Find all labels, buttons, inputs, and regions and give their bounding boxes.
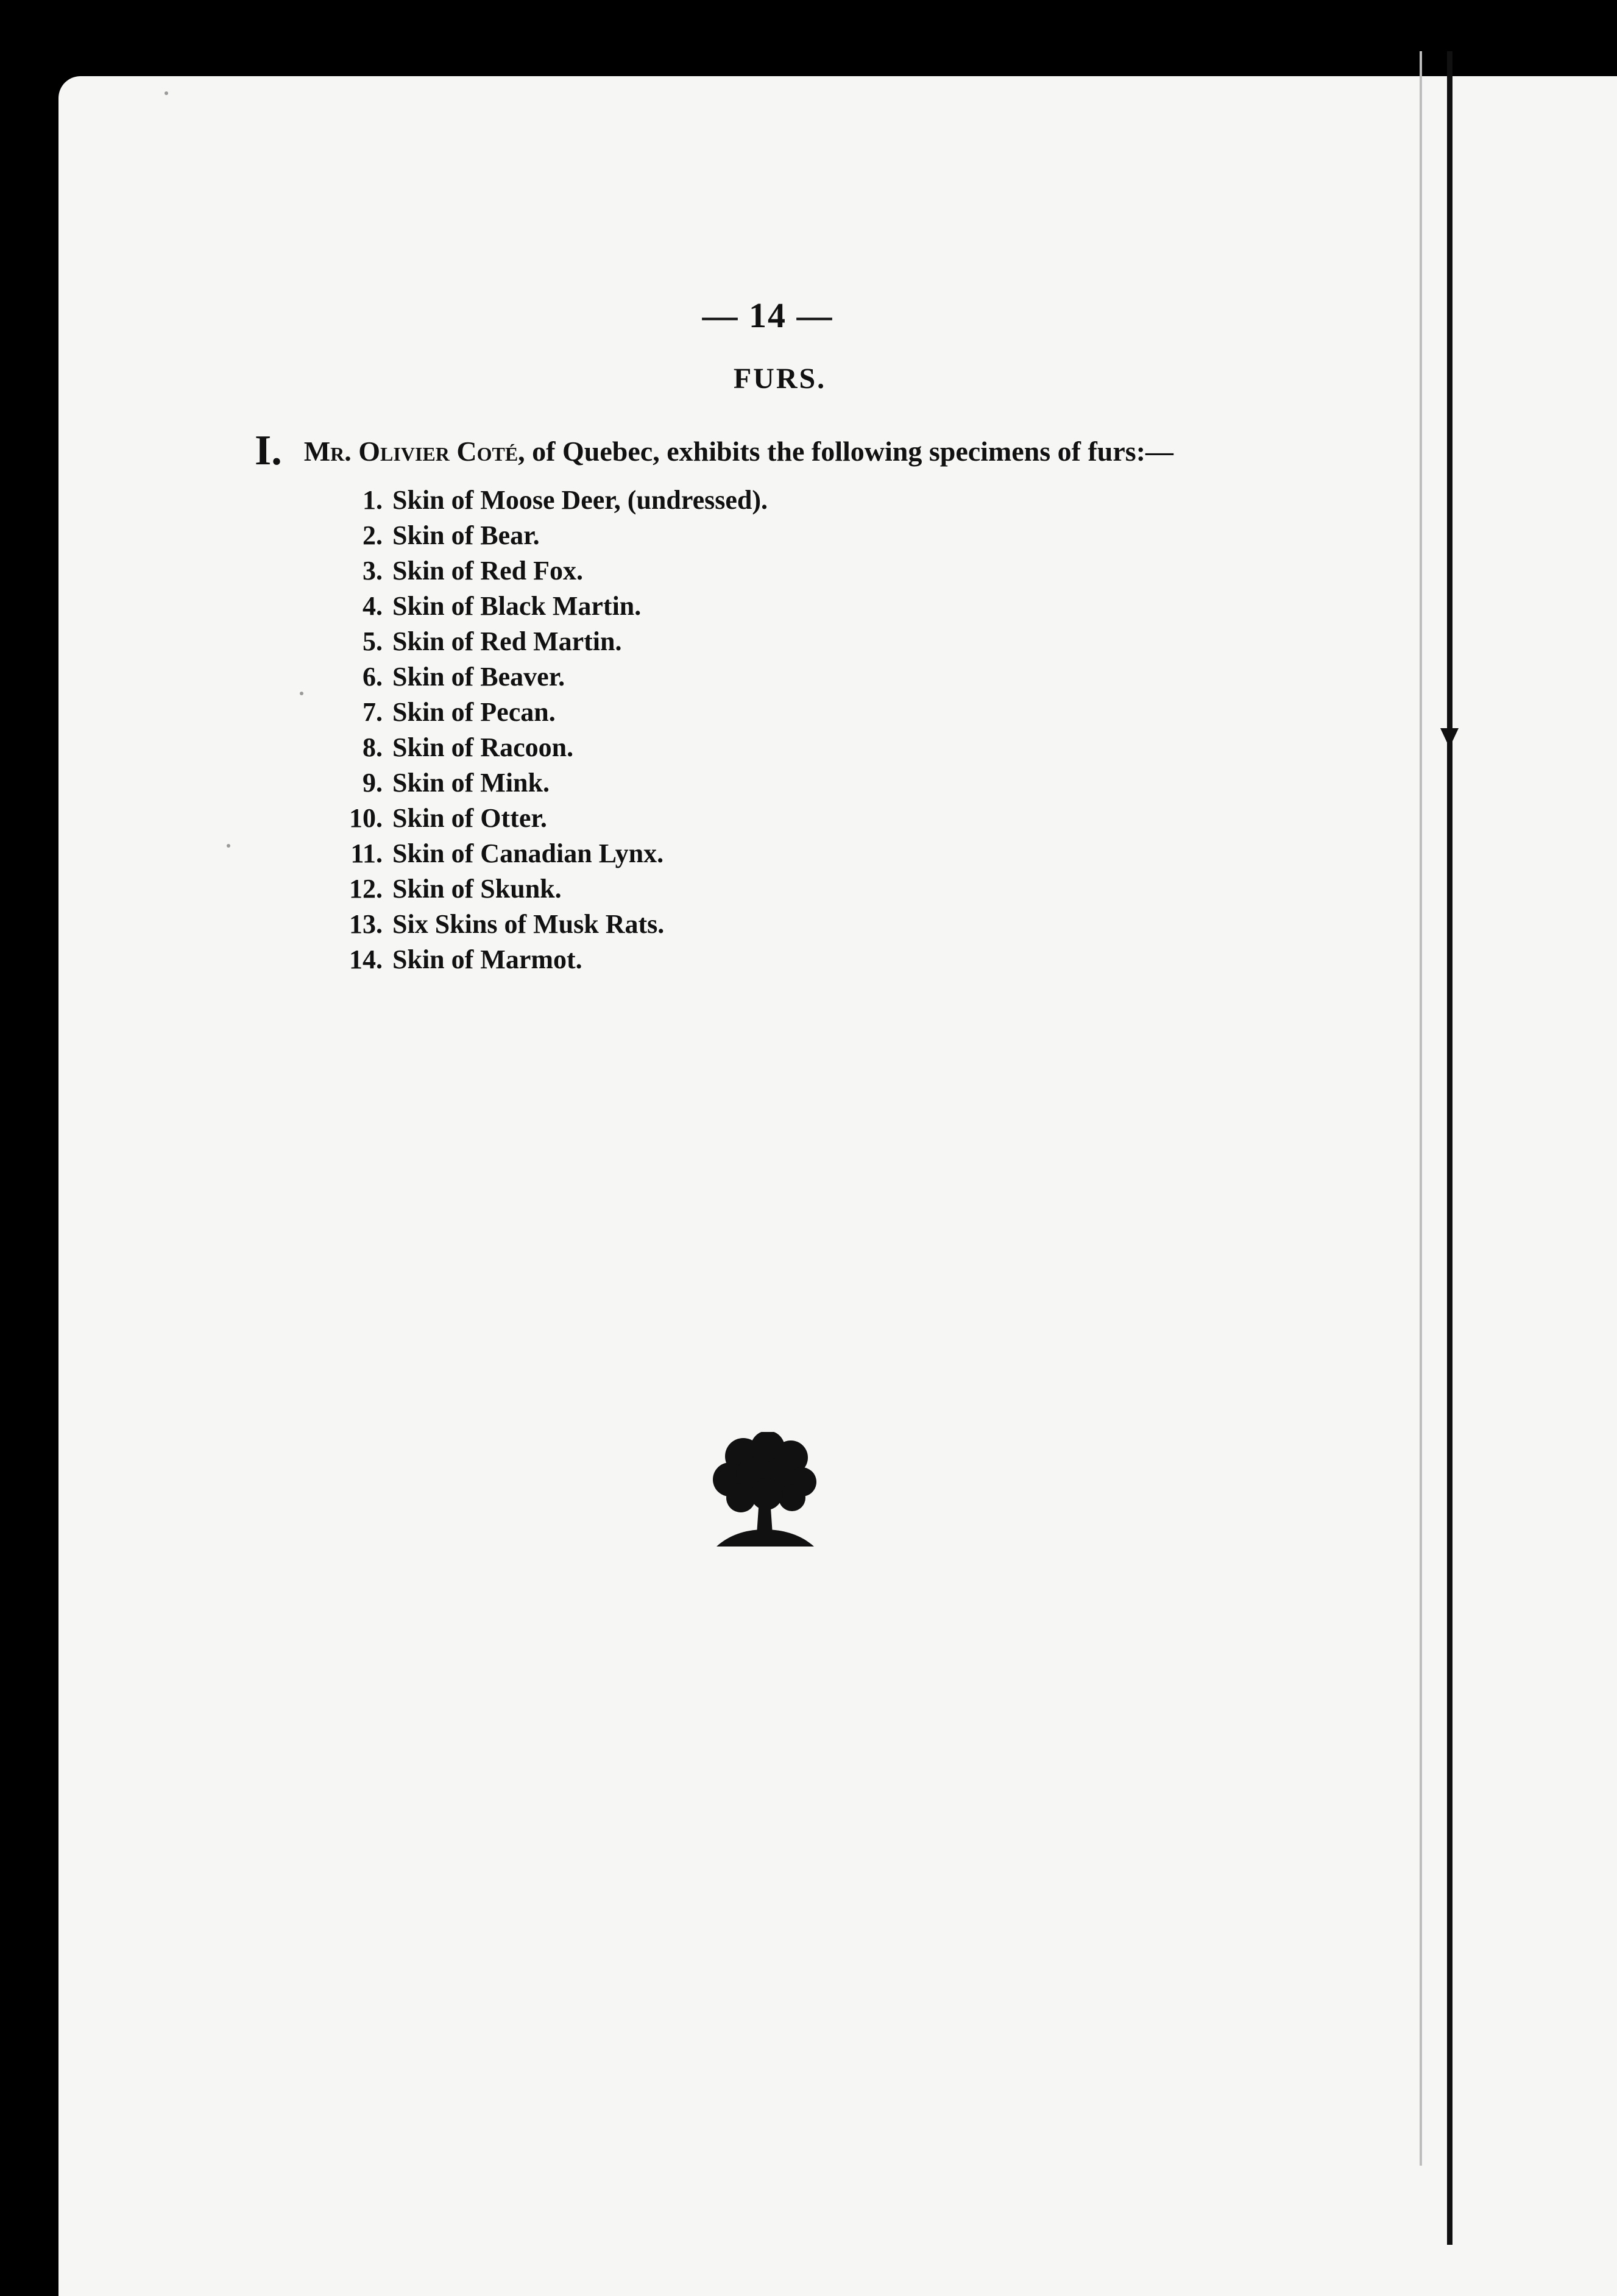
list-item: [341, 871, 768, 907]
list-item: [341, 624, 768, 659]
item-text: Skin of Canadian Lynx.: [392, 838, 664, 868]
exhibitor-name: Olivier Coté,: [358, 436, 525, 467]
list-item: [341, 553, 768, 589]
page-sheet: [58, 76, 1617, 2296]
item-number: 8.: [363, 732, 383, 762]
list-item: [341, 659, 768, 695]
list-item: [341, 730, 768, 765]
item-number: 9.: [363, 768, 383, 798]
binding-notch: [1440, 728, 1459, 748]
item-number: 1.: [363, 485, 383, 515]
item-text: Skin of Mink.: [392, 768, 550, 798]
list-item: [341, 695, 768, 730]
item-text: Skin of Marmot.: [392, 944, 582, 974]
item-number: 12.: [349, 874, 383, 904]
section-heading: FURS.: [733, 363, 827, 395]
list-item: [341, 518, 768, 553]
item-number: 2.: [363, 520, 383, 550]
tree-ornament-icon: [707, 1432, 823, 1554]
item-number: 3.: [363, 556, 383, 586]
paper-speck: [165, 91, 168, 95]
paper-speck: [227, 844, 230, 848]
item-number: 13.: [349, 909, 383, 939]
item-text: Skin of Red Martin.: [392, 626, 622, 656]
list-item: [341, 765, 768, 801]
page-number: — 14 —: [702, 296, 833, 335]
paper-speck: [300, 692, 303, 695]
item-number: 14.: [349, 944, 383, 974]
item-text: Skin of Skunk.: [392, 874, 562, 904]
item-number: 4.: [363, 591, 383, 621]
list-item: [341, 589, 768, 624]
entry-numeral: I.: [255, 427, 282, 474]
item-text: Skin of Racoon.: [392, 732, 574, 762]
list-item: [341, 801, 768, 836]
item-number: 6.: [363, 662, 383, 692]
item-text: Skin of Moose Deer, (undressed).: [392, 485, 768, 515]
list-item: [341, 942, 768, 977]
item-text: Six Skins of Musk Rats.: [392, 909, 665, 939]
list-item: [341, 483, 768, 518]
fur-list: [341, 483, 768, 977]
item-number: 10.: [349, 803, 383, 833]
item-text: Skin of Red Fox.: [392, 556, 583, 586]
exhibitor-entry: [255, 427, 1290, 475]
item-text: Skin of Pecan.: [392, 697, 556, 727]
entry-title: Mr.: [303, 436, 352, 467]
gutter-line: [1420, 51, 1422, 2166]
item-text: Skin of Bear.: [392, 520, 540, 550]
item-text: Skin of Otter.: [392, 803, 547, 833]
list-item: [341, 836, 768, 871]
item-text: Skin of Beaver.: [392, 662, 565, 692]
item-number: 11.: [350, 838, 383, 868]
binding-spine: [1447, 51, 1452, 2245]
entry-text: of Quebec, exhibits the following specimens of furs:—: [532, 436, 1174, 467]
item-text: Skin of Black Martin.: [392, 591, 642, 621]
list-item: [341, 907, 768, 942]
item-number: 7.: [363, 697, 383, 727]
item-number: 5.: [363, 626, 383, 656]
